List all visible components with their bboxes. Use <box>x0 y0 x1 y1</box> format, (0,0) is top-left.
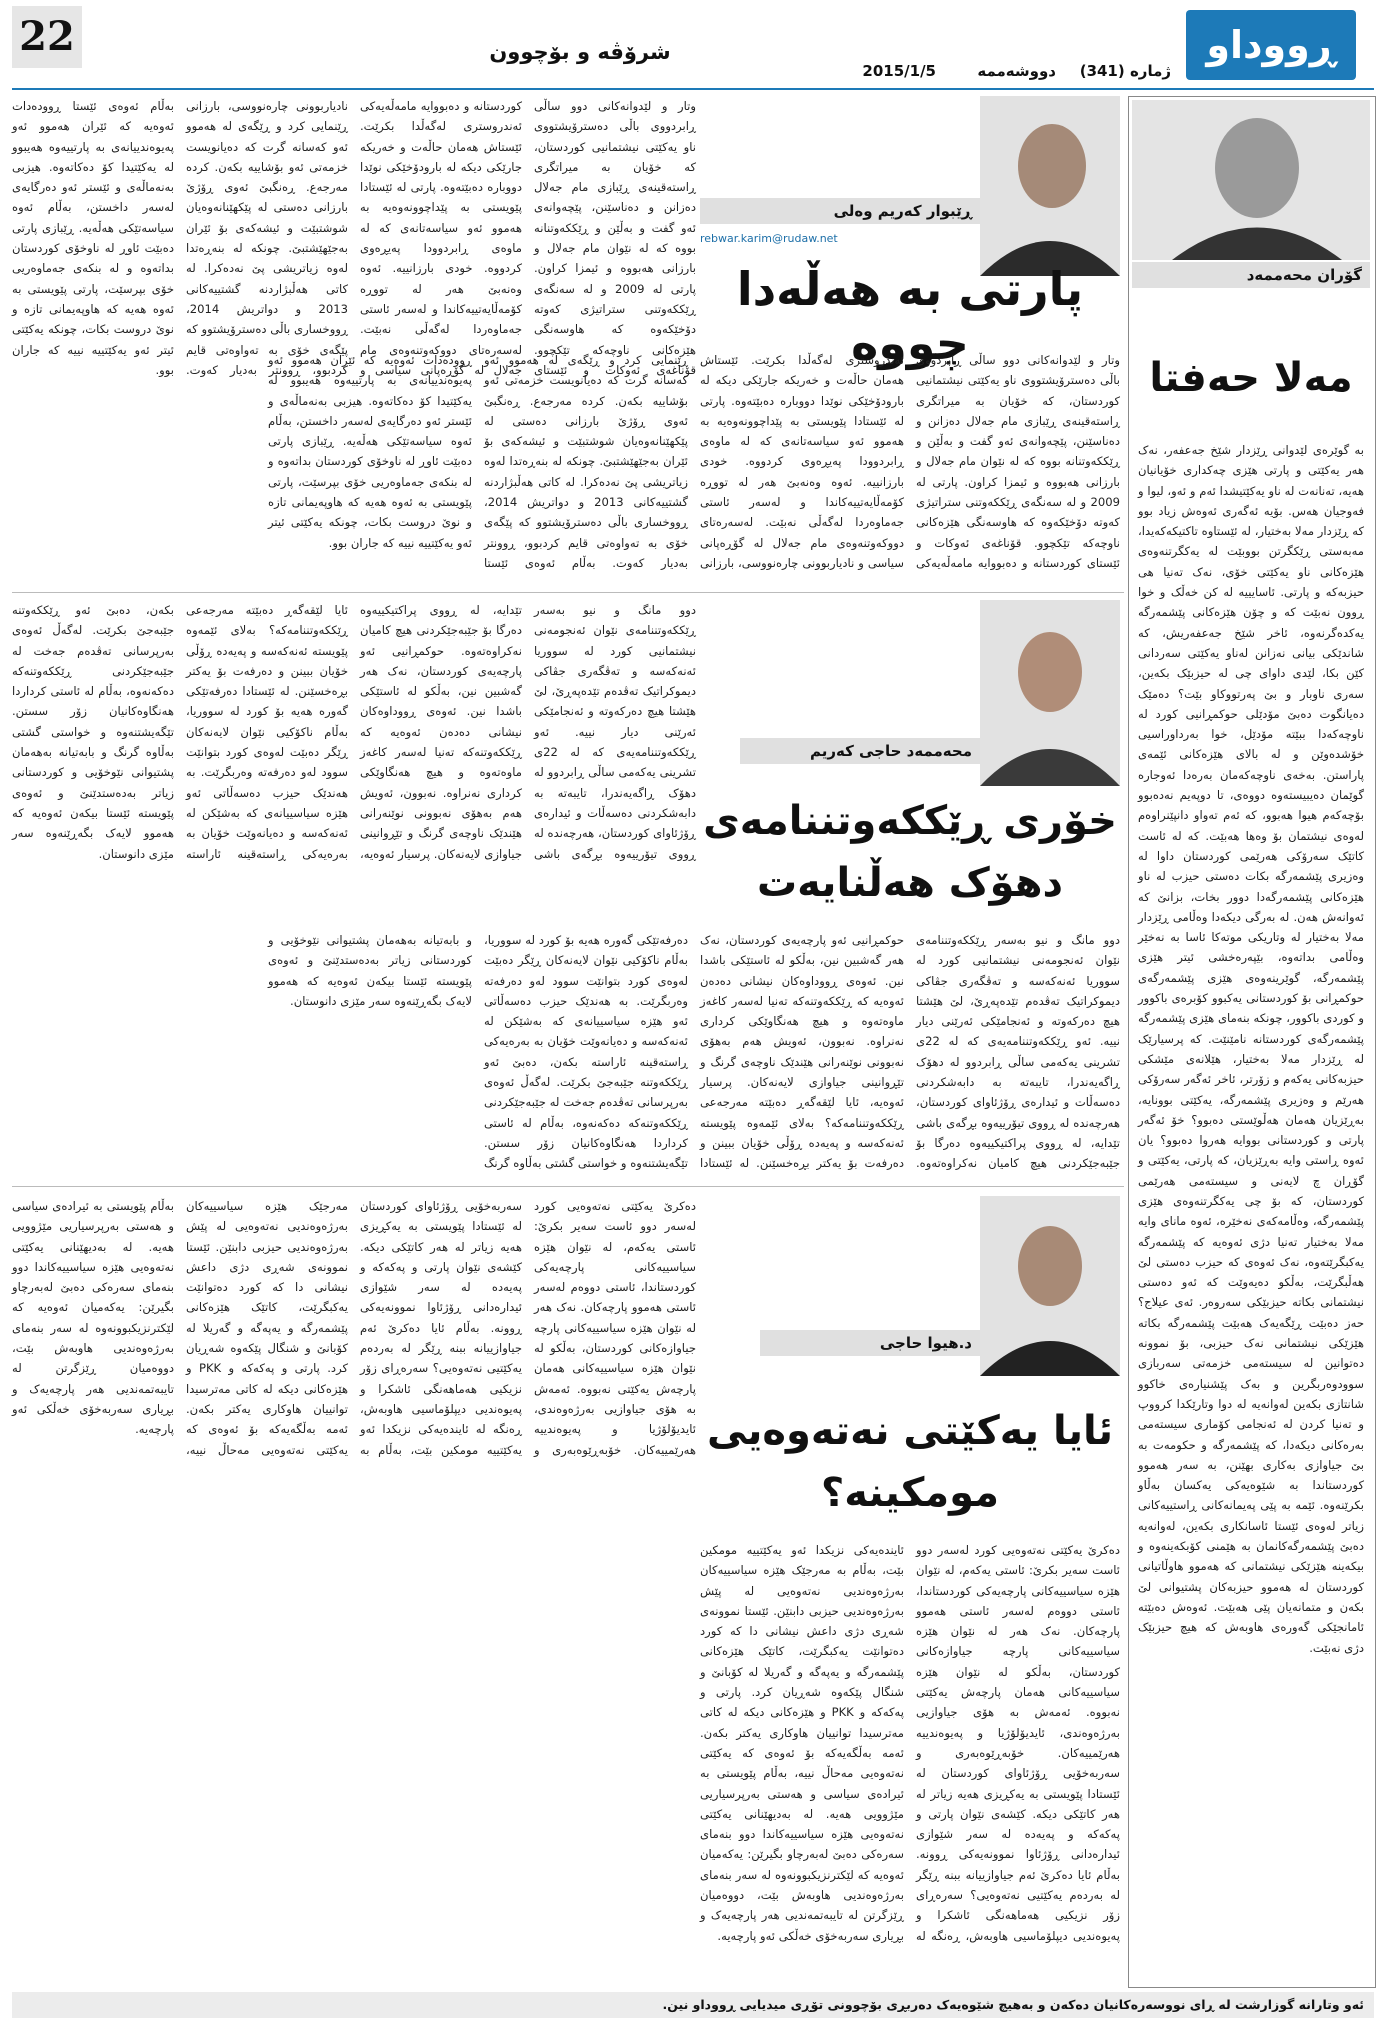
portrait-icon <box>980 600 1120 786</box>
issue-number: ژمارە (341) <box>1079 62 1171 80</box>
article2-title: خۆری ڕێککەوتننامەی دهۆک هەڵنایەت <box>703 798 1117 906</box>
header-divider <box>12 88 1374 90</box>
author-photo-goran <box>1132 100 1370 260</box>
rudaw-logo: ڕووداو <box>1186 10 1356 80</box>
article1-divider <box>12 592 1124 593</box>
author-name-rebwar: ڕێبوار کەریم وەلی <box>700 198 980 224</box>
article1-body-left: وتار و لێدوانەکانی دوو ساڵی ڕابردووی باڵی دەسترۆیشتووی ناو یەکێتی نیشتمانیی کوردستان، کە خۆیان بە میراتگری ڕاستەقینەی ڕێبازی مام جەلال دەزانن و دەناسێنن، پێچەوانەی ئەو گفت و بەڵێن و ڕێککەوتنانە بووە کە لە نێوان مام جەلال و بارزانی هەبووە و ئیمزا کراون. پارتی لە 2009 و لە سەنگەی ڕێککەوتنی ستراتیژی کەوتە دۆخێکەوە کە هاوسەنگی هێزەکانی ناوچەکە تێکچوو. قۆناغەی ئەوکات و ئێستای کوردستانە و دەبووایە مامەڵەیەکی ئەندروستری لەگەڵدا بکرێت. ئێستاش هەمان حاڵەت و خەریکە جارێکی دیکە لە بارودۆخێکی نوێدا دووبارە دەبێتەوە. پارتی لە ئێستادا پێویستی بە پێداچوونەوەیە بە هەموو ئەو سیاسەتانەی کە لە ماوەی ڕابردوودا پەیڕەوی کردووە. خودی بارزانییە. ئەوە وەنەبێ هەر لە تووڕە کۆمەڵایەتییەکاندا و لەسەر ئاستی جەماوەردا لەگەڵی نەبێت. لەسەرەتای دووکەوتنەوەی مام جەلال لە گۆڕەپانی سیاسی و نادیاربوونی چارەنووسی، بارزانی ڕێنمایی کرد و ڕێگەی لە هەموو ئەو کەسانە گرت کە دەیانویست خزمەتی ئەو بۆشاییە بکەن. کردە مەرجەع. ڕەنگبێ ئەوی ڕۆژێ بارزانی دەستی لە پێکهێنانەوەیان شوشتبێت و ئیشەکەی بۆ ئێران بەجێهێشتبێ. چونکە لە بنەڕەتدا لەوە زیاتریشی پێ نەدەکرا. لە کاتی هەڵبژاردنە گشتییەکانی 2013 و دواتریش 2014، ڕووخساری باڵی دەسترۆیشتوو کە پێگەی خۆی بە تەواوەتی قایم کردبوو، ڕوونتر بەدیار کەوت. بەڵام ئەوەی ئێستا ڕوودەدات ئەوەیە کە ئێران هەموو ئەو پەیوەندییانەی بە پارتییەوە هەیبوو لە یەکێتیدا کۆ دەکاتەوە. هیزبی بەنەماڵەی و ئێستر ئەو دەرگایەی لەسەر داخستن، بەڵام ئەوە سیاسەتێکی هەڵەیە. ڕێبازی پارتی دەبێت ئاوڕ لە ناوخۆی کوردستان بداتەوە و لە بنکەی جەماوەریی خۆی بپرسێت، پارتی پێویستی بە ئەوە هەیە کە هاوپەیمانی تازە و نوێ دروست بکات، چونکە یەکێتی ئیتر ئەو یەکێتییە نییە کە جاران بوو. <box>12 99 696 377</box>
article2-body-left: دوو مانگ و نیو بەسەر ڕێککەوتننامەی نێوان ئەنجومەنی نیشتمانیی کورد لە سووریا ئەنەکەسە و تەڤگەری جڤاکی دیموکراتیک تەڤدەم تێدەپەڕێ، لێ هێشتا هیچ دەرکەوتە و ئەنجامێکی ئەرێنی دیار نییە. ئەو ڕێککەوتننامەیەی کە لە 22ی تشرینی یەکەمی ساڵی ڕابردوو لە دهۆک ڕاگەیەندرا، تایبەتە بە دابەشکردنی دەسەڵات و ئیدارەی ڕۆژئاوای کوردستان، هەرچەندە لە ڕووی تیۆرییەوە بڕگەی باشی تێدایە، لە ڕووی پراکتیکییەوە دەرگا بۆ جێبەجێکردنی هیچ کامیان نەکراوەتەوە. حوکمڕانیی ئەو پارچەیەی کوردستان، نەک هەر گەشبین نین، بەڵکو لە ئاستێکی باشدا نین. ئەوەی ڕووداوەکان نیشانی دەدەن ئەوەیە کە ڕێککەوتنەکە تەنیا لەسەر کاغەز ماوەتەوە و هیچ هەنگاوێکی کرداری نەنراوە. نەبوون، ئەویش هەم بەهۆی نەبوونی نوێنەرانی هێندێک ناوچەی گرنگ و تێڕوانینی جیاوازی لایەنەکان. پرسیار ئەوەیە، ئایا لێقەگەڕ دەبێتە مەرجەعی ڕێککەوتننامەکە؟ بەلای ئێمەوە پێویستە ئەنەکەسە و پەیەدە ڕۆڵی خۆیان ببینن و دەرفەت بۆ یەکتر بڕەخسێنن. لە ئێستادا دەرفەتێکی گەورە هەیە بۆ کورد لە سووریا، بەڵام ناکۆکیی نێوان لایەنەکان ڕێگر دەبێت لەوەی کورد بتوانێت سوود لەو دەرفەتە وەربگرێت. بە هەندێک حیزب دەسەڵاتی ئەو هێزە سیاسییانەی کە بەشێکن لە ئەنەکەسە و دەیانەوێت خۆیان بە بەرەیەکی ڕاستەقینە ئاراستە بکەن، دەبێ ئەو ڕێککەوتنە جێبەجێ بکرێت. لەگەڵ ئەوەی بەرپرسانی تەڤدەم جەخت لە جێبەجێکردنی ڕێککەوتنەکە دەکەنەوە، بەڵام لە ئاستی کرداردا هەنگاوەکانیان زۆر سستن. تێگەیشتنەوە و خواستی گشتی بەڵاوە گرنگ و بابەتیانە بەهەمان پشتیوانی نێوخۆیی و کوردستانی زیاتر بەدەستدێنێ و ئەوەی پێویستە ئێستا بیکەن ئەوەیە کە هەموو لایەک بگەڕێنەوە سەر مێزی دانوستان. <box>12 603 696 861</box>
day-name: دووشەممە <box>977 62 1056 80</box>
article1-title: پارتی بە هەڵەدا چووە <box>736 262 1084 370</box>
section-title: شرۆڤە و بۆچوون <box>489 40 671 64</box>
column-title: مەلا حەفتا <box>1149 355 1353 401</box>
author-name-goran: گۆران محەممەد <box>1132 262 1370 288</box>
portrait-icon <box>980 96 1120 276</box>
author-name-mohammed: محەممەد حاجی کەریم <box>740 738 980 764</box>
article2-divider <box>12 1186 1124 1187</box>
page-footer-disclaimer: ئەو وتارانە گوزارشت لە ڕای نووسەرەکانیان دەکەن و بەهیچ شێوەیەک دەربڕی بۆچوونی تۆڕی میدیایی ڕووداو نین. <box>12 1992 1374 2018</box>
column-body: بە گوێرەی لێدوانی ڕێزدار شێخ جەعفەر، نەک هەر یەکێتی و پارتی هێزی چەکداری خۆیانیان هەیە، تەنانەت لە ناو یەکێتیشدا ئەم و ئەو، لیوا و فەوجیان هەس. بۆیە ئەگەری ئەوەش زیاد بوو کە ڕێزدار مەلا بەختیار، لە ئێستاوە تاکتیکەکەیدا، مەبەستی ڕێکگرتن بووبێت لە یەکگرتنەوەی هێزەکانی ناو یەکێتی خۆی، نەک تەنیا هی حیزبەکە و پارتی. ئاسایییە لە کن خەڵک و خوا ڕوون نەبێت کە و چۆن هێزەکانی پێشمەرگە یەکدەگرنەوە، ئاخر شێخ جەعفەریش، کە شاندێکی بیانی نەزانن لەناو یەکێتی سەردانی کێن بکا، لێدی داوای چی لە حیزبێک بکەین، سەری ناوبار و بێ پەرتووکاو بێت؟ دەمێک دەیانگوت دەبێ مۆدێلی حوکمڕانیی کورد لە ناوچەکەدا ببێتە مۆدێل، خوا بەرداوراسیی خۆشدەوێن و لە بالای هێزەکانی ئێمەی پاراستن. بەخەی ناوچەکەمان بەرەدا ئەوجارە گوێمان دەیبیستەوە دووەی، تا دوپەیم نەدەبوو بۆچەکەم هیوا هەبوو، کە ئەم تەواو دانپێنراوەم لەوەی نیشتمان بۆ وەها هەبێت. کە لە ئاست کاتێک سەرۆکی هەرێمی کوردستان داوا لە وەزیری پێشمەرگە بکات دەستی حیزب لە ناو هێزەکانی پێشمەرگەدا دوور بخات، بزانێ کە ئەوانەش هەن. لە بەرگی دیکەدا وەڵامی ڕێزدار مەلا بەختیار لە وتاریکی موتەکا ئاسا بە نەخێر وەڵامی بداتەوە، بێپەرەخشی ئیتر هێزی پێشمەرگە، گوێرینەوەی هێزی پێشمەرگەی حوکمڕانی بۆ کوردستانی یەکبوو کۆبرەی باکوور و کوردی باکوور، چونکە بنەمای هێزی پێشمەرگە پێشمەرگەی کوردستانە نامێنێت. کە پرسیارێک لە ڕێزدار مەلا بەختیار، هێلانەی مێشکی حیزبەکانی یەکەم و زۆرتر، ئاخر ئەگەر سەرۆکی هەرێم و وەزیری پێشمەرگە، یەکێتی بوونایە، بەڕێزیان هەمان هەڵوێستی دەبوو؟ خۆ ئەگەر پارتی و کوردستانی بووایە هەروا دەبوو؟ یان ئەوە ڕاستی وایە بەڕێزیان، کە پارتی، یەکێتی و گۆڕان چ لایەنی و سیستەمی هەرێمی کوردستان، کە بۆ چی یەکگرتنەوەی هێزی پێشمەرگە، وەڵامەکەی نەخێرە، ئەوە مانای وایە مەلا بەختیار تەنیا دژی ئەوەیە کە پێشمەرگە یەکبگرێتەوە، نەک ئەوەی کە حیزب دەستی لێ هەڵبگرێت، بەڵکو دەیەوێت کە ئەو دەستی نیشتمانی بکاتە حیزبێکی سەروەر. ئەی عیلاج؟ حەز دەبێت ڕێگەیەک هەبێت پێشمەرگە بکاتە هێزێکی نیشتمانی نەک حیزبی، بۆ نموونە دەتوانین لە سیستەمی خزمەتی سەربازی سوودوەربگرین و بەک پێشنیارەی خاکوو شانتازی بکەین لەوانەیە لە دوا وتارێکدا کرووپ و تەنیا کردن لە ئەنجامی کۆماری سیستەمی بەرەکانی دیکەدا، کە پێشمەرگە و حکومەت بە بێ جیاوازی بەکاری بهێنن، بە سەر هەموو کوردستاندا بە شێوەیەکی یەکسان بەڵاو بکرێنەوە. ئێمە بە پێی پەیمانەکانی ڕاستییەکانی زیاتر لەوەی ئێستا ئاسانکاری بکەین، لەوانەیە دەبێ پێشمەرگەکانمان بە هێمنی کۆبکەینەوە و بیکەینە هێزێکی نیشتمانی کە هەموو هاوڵاتیانی کوردستان لە هەموو حیزبەکان پشتیوانی لێ بکەن و متمانەیان پێی هەبێت. ئەوەش دەبێتە ئامانجێکی گەورەی هاوبەش کە هیچ حیزبێک دژی نەبێت. <box>1138 443 1364 1655</box>
portrait-icon <box>980 1196 1120 1376</box>
article2-body-right: دوو مانگ و نیو بەسەر ڕێککەوتننامەی نێوان ئەنجومەنی نیشتمانیی کورد لە سووریا ئەنەکەسە و تەڤگەری جڤاکی دیموکراتیک تەڤدەم تێدەپەڕێ، لێ هێشتا هیچ دەرکەوتە و ئەنجامێکی ئەرێنی دیار نییە. ئەو ڕێککەوتننامەیەی کە لە 22ی تشرینی یەکەمی ساڵی ڕابردوو لە دهۆک ڕاگەیەندرا، تایبەتە بە دابەشکردنی دەسەڵات و ئیدارەی ڕۆژئاوای کوردستان، هەرچەندە لە ڕووی تیۆرییەوە بڕگەی باشی تێدایە، لە ڕووی پراکتیکییەوە دەرگا بۆ جێبەجێکردنی هیچ کامیان نەکراوەتەوە. حوکمڕانیی ئەو پارچەیەی کوردستان، نەک هەر گەشبین نین، بەڵکو لە ئاستێکی باشدا نین. ئەوەی ڕووداوەکان نیشانی دەدەن ئەوەیە کە ڕێککەوتنەکە تەنیا لەسەر کاغەز ماوەتەوە و هیچ هەنگاوێکی کرداری نەنراوە. نەبوون، ئەویش هەم بەهۆی نەبوونی نوێنەرانی هێندێک ناوچەی گرنگ و تێڕوانینی جیاوازی لایەنەکان. پرسیار ئەوەیە، ئایا لێقەگەڕ دەبێتە مەرجەعی ڕێککەوتننامەکە؟ بەلای ئێمەوە پێویستە ئەنەکەسە و پەیەدە ڕۆڵی خۆیان ببینن و دەرفەت بۆ یەکتر بڕەخسێنن. لە ئێستادا دەرفەتێکی گەورە هەیە بۆ کورد لە سووریا، بەڵام ناکۆکیی نێوان لایەنەکان ڕێگر دەبێت لەوەی کورد بتوانێت سوود لەو دەرفەتە وەربگرێت. بە هەندێک حیزب دەسەڵاتی ئەو هێزە سیاسییانەی کە بەشێکن لە ئەنەکەسە و دەیانەوێت خۆیان بە بەرەیەکی ڕاستەقینە ئاراستە بکەن، دەبێ ئەو ڕێککەوتنە جێبەجێ بکرێت. لەگەڵ ئەوەی بەرپرسانی تەڤدەم جەخت لە جێبەجێکردنی ڕێککەوتنەکە دەکەنەوە، بەڵام لە ئاستی کرداردا هەنگاوەکانیان زۆر سستن. تێگەیشتنەوە و خواستی گشتی بەڵاوە گرنگ و بابەتیانە بەهەمان پشتیوانی نێوخۆیی و کوردستانی زیاتر بەدەستدێنێ و ئەوەی پێویستە ئێستا بیکەن ئەوەیە کە هەموو لایەک بگەڕێنەوە سەر مێزی دانوستان. <box>268 933 1120 1171</box>
author-photo-rebwar <box>980 96 1120 276</box>
article3-title: ئایا یەکێتی نەتەوەیی مومکینە؟ <box>706 1408 1114 1516</box>
article3-body-right: دەکرێ یەکێتی نەتەوەیی کورد لەسەر دوو ئاست سەیر بکرێ: ئاستی یەکەم، لە نێوان هێزە سیاسییەکانی پارچەیەکی کوردستاندا، ئاستی دووەم لەسەر ئاستی هەموو پارچەکان. نەک هەر لە نێوان هێزە سیاسییەکانی پارچە جیاوازەکانی کوردستان، بەڵکو لە نێوان هێزە سیاسییەکانی هەمان پارچەش یەکێتی نەبووە. ئەمەش بە هۆی جیاوازیی بەرژەوەندی، ئایدیۆلۆژیا و پەیوەندییە هەرێمییەکان. خۆبەڕێوەبەری و سەربەخۆیی ڕۆژئاوای کوردستان لە ئێستادا پێویستی بە یەکڕیزی هەیە زیاتر لە هەر کاتێکی دیکە. کێشەی نێوان پارتی و پەکەکە و پەیەدە لە سەر شێوازی ئیدارەدانی ڕۆژئاوا نموونەیەکی ڕوونە. بەڵام ئایا دەکرێ ئەم جیاوازییانە ببنە ڕێگر لە بەردەم یەکێتیی نەتەوەیی؟ سەرەڕای زۆر نزیکیی هەماهەنگی ئاشکرا و پەیوەندیی دیپلۆماسیی هاوبەش، ڕەنگە لە ئایندەیەکی نزیکدا ئەو یەکێتییە مومکین بێت، بەڵام بە مەرجێک هێزە سیاسییەکان بەرژەوەندیی نەتەوەیی لە پێش بەرژەوەندیی حیزبی دابنێن. ئێستا نموونەی شەڕی دژی داعش نیشانی دا کە کورد دەتوانێت یەکبگرێت، کاتێک هێزەکانی پێشمەرگە و یەپەگە و گەریلا لە کۆبانێ و شنگال پێکەوە شەڕیان کرد. پارتی و پەکەکە و PKK و هێزەکانی دیکە لە کاتی مەترسیدا توانییان هاوکاری یەکتر بکەن. ئەمە بەڵگەیەکە بۆ ئەوەی کە یەکێتی نەتەوەیی مەحاڵ نییە، بەڵام پێویستی بە ئیرادەی سیاسی و هەستی بەرپرسیاریی مێژوویی هەیە. لە بەدیهێنانی یەکێتی نەتەوەیی هێزە سیاسییەکاندا دوو بنەمای سەرەکی دەبێ لەبەرچاو بگیرێن: یەکەمیان ئەوەیە کە لێکترنزیکبوونەوە لە سەر بنەمای بەرژەوەندیی هاوبەش بێت، دووەمیان ڕێزگرتن لە تایبەتمەندیی هەر پارچەیەک و بڕیاری سەربەخۆی خەڵکی ئەو پارچەیە. <box>700 1543 1120 1943</box>
portrait-icon <box>1132 100 1370 260</box>
article3-body-left: دەکرێ یەکێتی نەتەوەیی کورد لەسەر دوو ئاست سەیر بکرێ: ئاستی یەکەم، لە نێوان هێزە سیاسییەکانی پارچەیەکی کوردستاندا، ئاستی دووەم لەسەر ئاستی هەموو پارچەکان. نەک هەر لە نێوان هێزە سیاسییەکانی پارچە جیاوازەکانی کوردستان، بەڵکو لە نێوان هێزە سیاسییەکانی هەمان پارچەش یەکێتی نەبووە. ئەمەش بە هۆی جیاوازیی بەرژەوەندی، ئایدیۆلۆژیا و پەیوەندییە هەرێمییەکان. خۆبەڕێوەبەری و سەربەخۆیی ڕۆژئاوای کوردستان لە ئێستادا پێویستی بە یەکڕیزی هەیە زیاتر لە هەر کاتێکی دیکە. کێشەی نێوان پارتی و پەکەکە و پەیەدە لە سەر شێوازی ئیدارەدانی ڕۆژئاوا نموونەیەکی ڕوونە. بەڵام ئایا دەکرێ ئەم جیاوازییانە ببنە ڕێگر لە بەردەم یەکێتیی نەتەوەیی؟ سەرەڕای زۆر نزیکیی هەماهەنگی ئاشکرا و پەیوەندیی دیپلۆماسیی هاوبەش، ڕەنگە لە ئایندەیەکی نزیکدا ئەو یەکێتییە مومکین بێت، بەڵام بە مەرجێک هێزە سیاسییەکان بەرژەوەندیی نەتەوەیی لە پێش بەرژەوەندیی حیزبی دابنێن. ئێستا نموونەی شەڕی دژی داعش نیشانی دا کە کورد دەتوانێت یەکبگرێت، کاتێک هێزەکانی پێشمەرگە و یەپەگە و گەریلا لە کۆبانێ و شنگال پێکەوە شەڕیان کرد. پارتی و پەکەکە و PKK و هێزەکانی دیکە لە کاتی مەترسیدا توانییان هاوکاری یەکتر بکەن. ئەمە بەڵگەیەکە بۆ ئەوەی کە یەکێتی نەتەوەیی مەحاڵ نییە، بەڵام پێویستی بە ئیرادەی سیاسی و هەستی بەرپرسیاریی مێژوویی هەیە. لە بەدیهێنانی یەکێتی نەتەوەیی هێزە سیاسییەکاندا دوو بنەمای سەرەکی دەبێ لەبەرچاو بگیرێن: یەکەمیان ئەوەیە کە لێکترنزیکبوونەوە لە سەر بنەمای بەرژەوەندیی هاوبەش بێت، دووەمیان ڕێزگرتن لە تایبەتمەندیی هەر پارچەیەک و بڕیاری سەربەخۆی خەڵکی ئەو پارچەیە. <box>12 1199 696 1457</box>
page-header <box>0 0 1386 90</box>
author-email[interactable]: rebwar.karim@rudaw.net <box>700 232 838 245</box>
article1-body-right: وتار و لێدوانەکانی دوو ساڵی ڕابردووی باڵی دەسترۆیشتووی ناو یەکێتی نیشتمانیی کوردستان، کە خۆیان بە میراتگری ڕاستەقینەی ڕێبازی مام جەلال دەزانن و دەناسێنن، پێچەوانەی ئەو گفت و بەڵێن و ڕێککەوتنانە بووە کە لە نێوان مام جەلال و بارزانی هەبووە و ئیمزا کراون. پارتی لە 2009 و لە سەنگەی ڕێککەوتنی ستراتیژی کەوتە دۆخێکەوە کە هاوسەنگی هێزەکانی ناوچەکە تێکچوو. قۆناغەی ئەوکات و ئێستای کوردستانە و دەبووایە مامەڵەیەکی ئەندروستری لەگەڵدا بکرێت. ئێستاش هەمان حاڵەت و خەریکە جارێکی دیکە لە بارودۆخێکی نوێدا دووبارە دەبێتەوە. پارتی لە ئێستادا پێویستی بە پێداچوونەوەیە بە هەموو ئەو سیاسەتانەی کە لە ماوەی ڕابردوودا پەیڕەوی کردووە. خودی بارزانییە. ئەوە وەنەبێ هەر لە تووڕە کۆمەڵایەتییەکاندا و لەسەر ئاستی جەماوەردا لەگەڵی نەبێت. لەسەرەتای دووکەوتنەوەی مام جەلال لە گۆڕەپانی سیاسی و نادیاربوونی چارەنووسی، بارزانی ڕێنمایی کرد و ڕێگەی لە هەموو ئەو کەسانە گرت کە دەیانویست خزمەتی ئەو بۆشاییە بکەن. کردە مەرجەع. ڕەنگبێ ئەوی ڕۆژێ بارزانی دەستی لە پێکهێنانەوەیان شوشتبێت و ئیشەکەی بۆ ئێران بەجێهێشتبێ. چونکە لە بنەڕەتدا لەوە زیاتریشی پێ نەدەکرا. لە کاتی هەڵبژاردنە گشتییەکانی 2013 و دواتریش 2014، ڕووخساری باڵی دەسترۆیشتوو کە پێگەی خۆی بە تەواوەتی قایم کردبوو، ڕوونتر بەدیار کەوت. بەڵام ئەوەی ئێستا ڕوودەدات ئەوەیە کە ئێران هەموو ئەو پەیوەندییانەی بە پارتییەوە هەیبوو لە یەکێتیدا کۆ دەکاتەوە. هیزبی بەنەماڵەی و ئێستر ئەو دەرگایەی لەسەر داخستن، بەڵام ئەوە سیاسەتێکی هەڵەیە. ڕێبازی پارتی دەبێت ئاوڕ لە ناوخۆی کوردستان بداتەوە و لە بنکەی جەماوەریی خۆی بپرسێت، پارتی پێویستی بە ئەوە هەیە کە هاوپەیمانی تازە و نوێ دروست بکات، چونکە یەکێتی ئیتر ئەو یەکێتییە نییە کە جاران بوو. <box>268 353 1120 570</box>
issue-date: 2015/1/5 <box>862 62 936 80</box>
author-photo-hiwa <box>980 1196 1120 1376</box>
author-photo-mohammed <box>980 600 1120 786</box>
page-number: 22 <box>12 6 82 68</box>
author-name-hiwa: د.هیوا حاجی <box>760 1330 980 1356</box>
